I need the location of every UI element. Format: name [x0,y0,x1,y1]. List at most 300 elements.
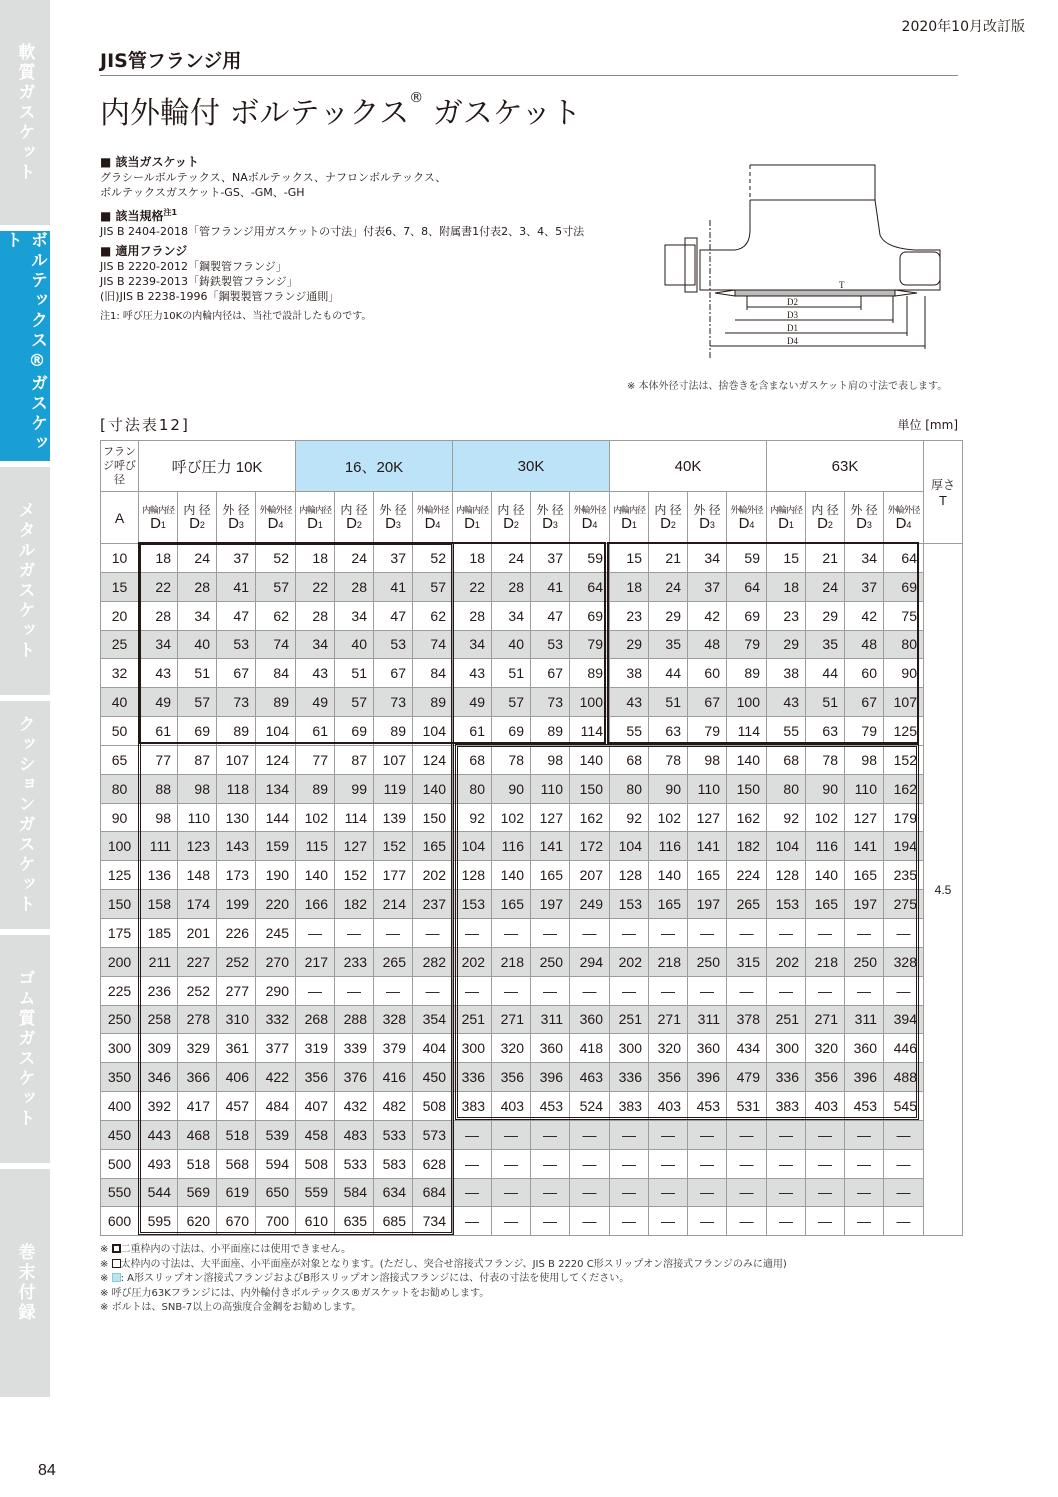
dimension-cell: 635 [335,1207,374,1236]
dimension-cell: 182 [727,832,767,861]
table-row [101,947,963,976]
dimension-cell: 98 [688,745,727,774]
column-header: 外 径 D3 [845,492,884,544]
dimension-cell: 51 [649,688,688,717]
dimension-cell: 533 [374,1120,413,1149]
dimension-cell: — [767,1178,806,1207]
table-row [101,1005,963,1034]
dimension-cell: 217 [296,947,335,976]
page-subtitle: JIS管フランジ用 [100,50,242,72]
dimension-cell: 311 [531,1005,570,1034]
dimension-cell: 493 [139,1149,178,1178]
dimension-cell: 595 [139,1207,178,1236]
dimension-cell: 250 [531,947,570,976]
dimension-cell: 140 [413,774,453,803]
dimension-cell: 75 [884,601,924,630]
dimension-cell: — [767,1149,806,1178]
dimension-cell: — [413,976,453,1005]
pressure-group-header: 16、20K [296,441,453,492]
dimension-cell: 265 [374,947,413,976]
dimension-cell: 288 [335,1005,374,1034]
dimension-cell: 311 [688,1005,727,1034]
dimension-cell: 124 [413,745,453,774]
dimension-cell: 360 [688,1034,727,1063]
dimension-cell: 57 [178,688,217,717]
dimension-cell: 61 [139,717,178,746]
note-mark: 注1 [163,208,178,217]
label-d1: D1 [787,323,798,333]
dimension-cell: 141 [531,832,570,861]
dimension-cell: 110 [688,774,727,803]
dimension-cell: 220 [256,890,296,919]
table-row [101,601,963,630]
dimension-cell: 67 [374,659,413,688]
dimension-cell: 90 [806,774,845,803]
dimension-cell: 68 [610,745,649,774]
dimension-cell: 74 [256,630,296,659]
dimension-cell: — [453,1207,492,1236]
dimension-cell: 63 [649,717,688,746]
dimension-cell: 90 [649,774,688,803]
dimension-cell: 104 [767,832,806,861]
dimension-cell: 43 [139,659,178,688]
dimension-cell: 60 [845,659,884,688]
dimension-cell: 99 [335,774,374,803]
nominal-size-cell: 450 [101,1120,139,1149]
dimension-cell: 378 [727,1005,767,1034]
dimension-cell: — [570,1178,610,1207]
dimension-cell: 282 [413,947,453,976]
dimension-cell: 89 [531,717,570,746]
dimension-cell: 90 [492,774,531,803]
dimension-cell: — [845,976,884,1005]
dimension-cell: 450 [413,1063,453,1092]
dimension-cell: 568 [217,1149,256,1178]
dimension-cell: 49 [139,688,178,717]
dimension-cell: 144 [256,803,296,832]
dimension-cell: 24 [492,544,531,573]
label-d4: D4 [787,336,798,346]
dimension-cell: — [453,1120,492,1149]
dimension-cell: 15 [610,544,649,573]
dimension-cell: 443 [139,1120,178,1149]
dimension-cell: 202 [767,947,806,976]
dimension-cell: 118 [217,774,256,803]
dimension-cell: 107 [374,745,413,774]
dimension-cell: 51 [178,659,217,688]
dimension-cell: — [610,1120,649,1149]
dimension-cell: 294 [570,947,610,976]
dimension-cell: 134 [256,774,296,803]
dimension-cell: 339 [335,1034,374,1063]
dimension-cell: 218 [649,947,688,976]
side-tab-vortex-gasket[interactable]: ボルテックス®ガスケット [0,231,50,461]
dimension-cell: 165 [531,861,570,890]
dimension-cell: 508 [413,1092,453,1121]
column-header: 内輪内径 D1 [767,492,806,544]
dimension-cell: 34 [335,601,374,630]
flange-block [100,244,620,304]
dimension-cell: 79 [688,717,727,746]
dimension-cell: 49 [296,688,335,717]
dimension-cell: 479 [727,1063,767,1092]
dimension-cell: 336 [610,1063,649,1092]
dimension-cell: 110 [845,774,884,803]
dimension-cell: 185 [139,918,178,947]
spec-section [100,155,620,324]
column-header: 内 径 D2 [806,492,845,544]
dimension-cell: 383 [767,1092,806,1121]
table-row [101,1034,963,1063]
dimension-cell: — [806,1149,845,1178]
dimension-cell: — [845,918,884,947]
dimension-cell: — [727,976,767,1005]
dimension-cell: 51 [806,688,845,717]
table-row [101,688,963,717]
dimension-cell: 394 [884,1005,924,1034]
dimension-cell: 53 [374,630,413,659]
dimension-cell: — [884,1178,924,1207]
dimension-cell: — [413,918,453,947]
dimension-cell: — [335,918,374,947]
dimension-cell: 79 [570,630,610,659]
dimension-cell: 300 [767,1034,806,1063]
footnote-2: ※ 太枠内の寸法は、大平面座、小平面座が対象となります。(ただし、突合せ溶接式フランジ、JIS B 2220 C形スリップオン溶接式フランジのみに適用) [100,1258,787,1270]
dimension-cell: 214 [374,890,413,919]
double-frame-icon [112,1244,121,1253]
title-suffix: ガスケット [423,96,582,131]
dimension-cell: 422 [256,1063,296,1092]
nominal-size-cell: 65 [101,745,139,774]
dimension-cell: 61 [296,717,335,746]
dimension-cell: 84 [256,659,296,688]
nominal-size-cell: 32 [101,659,139,688]
dimension-cell: 249 [570,890,610,919]
table-row [101,803,963,832]
dimension-cell: 104 [256,717,296,746]
dimension-table [100,440,963,1236]
dimension-cell: 165 [845,861,884,890]
dimension-cell: 179 [884,803,924,832]
dimension-cell: 34 [453,630,492,659]
side-tab-cushion-gasket[interactable]: クッションガスケット [0,701,50,929]
dimension-cell: 508 [296,1149,335,1178]
dimension-cell: 468 [178,1120,217,1149]
dimension-cell: 224 [727,861,767,890]
dimension-cell: 47 [217,601,256,630]
dimension-cell: 130 [217,803,256,832]
dimension-cell: — [767,918,806,947]
thickness-header: 厚さ T [924,441,963,544]
table-row [101,832,963,861]
dimension-cell: 98 [845,745,884,774]
dimension-cell: 182 [335,890,374,919]
dimension-cell: 165 [649,890,688,919]
dimension-cell: 18 [296,544,335,573]
dimension-cell: 98 [531,745,570,774]
dimension-cell: — [453,976,492,1005]
dimension-cell: 233 [335,947,374,976]
dimension-cell: 404 [413,1034,453,1063]
dimension-cell: 356 [492,1063,531,1092]
dimension-cell: 89 [296,774,335,803]
dimension-cell: 250 [845,947,884,976]
dimension-cell: 403 [649,1092,688,1121]
dimension-cell: 432 [335,1092,374,1121]
table-row [101,572,963,601]
nominal-size-cell: 150 [101,890,139,919]
dimension-cell: 78 [492,745,531,774]
dimension-cell: 107 [217,745,256,774]
side-tab-soft-gasket[interactable]: 軟質ガスケット [0,0,50,225]
dimension-cell: 127 [531,803,570,832]
dimension-cell: 336 [453,1063,492,1092]
dimension-cell: — [884,1149,924,1178]
dimension-cell: 268 [296,1005,335,1034]
table-caption: [寸法表12] [100,416,190,434]
dimension-cell: — [374,976,413,1005]
flange-text-2: JIS B 2239-2013「鋳鉄製管フランジ」 [100,275,298,288]
dimension-cell: 44 [806,659,845,688]
column-header: 内 径 D2 [178,492,217,544]
dimension-cell: 100 [727,688,767,717]
dimension-cell: 110 [531,774,570,803]
dimension-cell: 98 [178,774,217,803]
dimension-cell: 245 [256,918,296,947]
dimension-cell: 57 [413,572,453,601]
dimension-cell: 226 [217,918,256,947]
dimension-cell: 41 [374,572,413,601]
dimension-cell: 140 [296,861,335,890]
dimension-cell: 524 [570,1092,610,1121]
dimension-cell: 152 [335,861,374,890]
dimension-cell: 22 [139,572,178,601]
side-tab-rubber-gasket[interactable]: ゴム質ガスケット [0,935,50,1163]
dimension-cell: — [649,1178,688,1207]
dimension-cell: — [884,976,924,1005]
dimension-cell: 290 [256,976,296,1005]
dimension-cell: 403 [492,1092,531,1121]
nominal-size-cell: 600 [101,1207,139,1236]
column-header: 内 径 D2 [649,492,688,544]
dimension-cell: 114 [727,717,767,746]
standard-text: JIS B 2404-2018「管フランジ用ガスケットの寸法」付表6、7、8、附属書1付表2、3、4、5寸法 [100,225,585,238]
nominal-size-cell: 80 [101,774,139,803]
dimension-cell: 227 [178,947,217,976]
dimension-cell: 29 [767,630,806,659]
dimension-cell: — [453,918,492,947]
dimension-cell: 60 [688,659,727,688]
standard-block [100,205,620,239]
nominal-size-cell: 225 [101,976,139,1005]
dimension-cell: — [649,1207,688,1236]
dimension-cell: 89 [727,659,767,688]
dimension-cell: 34 [845,544,884,573]
column-header: 外輪外径 D4 [413,492,453,544]
dimension-cell: 116 [649,832,688,861]
dimension-cell: 383 [453,1092,492,1121]
dimension-cell: — [492,976,531,1005]
dimension-cell: 92 [610,803,649,832]
dimension-cell: — [610,1207,649,1236]
dimension-cell: — [531,918,570,947]
dimension-cell: — [492,1149,531,1178]
table-row [101,774,963,803]
dimension-cell: 453 [845,1092,884,1121]
dimension-cell: 199 [217,890,256,919]
dimension-cell: 258 [139,1005,178,1034]
dimension-cell: 62 [256,601,296,630]
column-header: 外輪外径 D4 [727,492,767,544]
dimension-cell: 309 [139,1034,178,1063]
dimension-cell: 92 [767,803,806,832]
pressure-group-header: 30K [453,441,610,492]
dimension-cell: 69 [884,572,924,601]
dimension-cell: 162 [727,803,767,832]
dimension-cell: — [492,918,531,947]
dimension-cell: — [570,1207,610,1236]
dimension-cell: 251 [453,1005,492,1034]
dimension-cell: 104 [413,717,453,746]
dimension-cell: 22 [296,572,335,601]
dimension-cell: 127 [688,803,727,832]
dimension-cell: 116 [806,832,845,861]
dimension-cell: 140 [806,861,845,890]
dimension-cell: 594 [256,1149,296,1178]
table-row [101,1178,963,1207]
dimension-cell: 434 [727,1034,767,1063]
dimension-cell: 141 [845,832,884,861]
dimension-cell: 332 [256,1005,296,1034]
dimension-cell: 202 [453,947,492,976]
dimension-cell: — [610,1178,649,1207]
dimension-cell: 165 [688,861,727,890]
dimension-cell: 545 [884,1092,924,1121]
dimension-cell: 24 [178,544,217,573]
dimension-cell: 51 [335,659,374,688]
side-tab-metal-gasket[interactable]: メタルガスケット [0,467,50,695]
dimension-cell: — [767,1120,806,1149]
dimension-cell: — [610,976,649,1005]
applicable-gasket-heading: ■ 該当ガスケット [100,155,620,170]
dimension-cell: 38 [610,659,649,688]
dimension-cell: 354 [413,1005,453,1034]
dimension-cell: 28 [492,572,531,601]
dimension-cell: 102 [492,803,531,832]
dimension-cell: 559 [296,1178,335,1207]
dimension-cell: 37 [374,544,413,573]
nominal-size-cell: 90 [101,803,139,832]
dimension-cell: 40 [492,630,531,659]
column-header: 内 径 D2 [335,492,374,544]
dimension-cell: — [492,1120,531,1149]
dimension-cell: 43 [610,688,649,717]
dimension-cell: 73 [374,688,413,717]
dimension-cell: 734 [413,1207,453,1236]
dimension-cell: 114 [335,803,374,832]
applicable-gasket-block [100,155,620,200]
dimension-cell: 252 [178,976,217,1005]
dimension-cell: 57 [492,688,531,717]
dimension-cell: 67 [688,688,727,717]
dimension-cell: 107 [884,688,924,717]
dimension-cell: 533 [335,1149,374,1178]
pressure-group-header: 40K [610,441,767,492]
corner-header: フランジ呼び径 [101,441,139,492]
dimension-cell: 165 [492,890,531,919]
dimension-cell: 79 [845,717,884,746]
dimension-cell: 278 [178,1005,217,1034]
dimension-cell: 35 [649,630,688,659]
dimension-cell: 252 [217,947,256,976]
dimension-cell: 37 [217,544,256,573]
dimension-cell: 320 [492,1034,531,1063]
dimension-cell: 396 [531,1063,570,1092]
nominal-size-cell: 550 [101,1178,139,1207]
blue-cell-icon [112,1273,121,1282]
dimension-cell: — [531,1207,570,1236]
dimension-cell: 52 [256,544,296,573]
dimension-cell: 628 [413,1149,453,1178]
dimension-cell: 569 [178,1178,217,1207]
dimension-cell: 166 [296,890,335,919]
nominal-size-cell: 300 [101,1034,139,1063]
column-header: 内輪内径 D1 [610,492,649,544]
footnotes [100,1243,787,1316]
nominal-size-cell: 500 [101,1149,139,1178]
dimension-cell: 265 [727,890,767,919]
dimension-cell: 78 [806,745,845,774]
dimension-cell: 202 [610,947,649,976]
dimension-cell: — [806,1178,845,1207]
dimension-cell: 270 [256,947,296,976]
dimension-cell: — [492,1178,531,1207]
dimension-cell: 236 [139,976,178,1005]
dimension-cell: 116 [492,832,531,861]
dimension-cell: 28 [178,572,217,601]
dimension-cell: 251 [610,1005,649,1034]
dimension-cell: 377 [256,1034,296,1063]
nominal-size-cell: 350 [101,1063,139,1092]
dimension-cell: 174 [178,890,217,919]
dimension-cell: — [688,1120,727,1149]
dimension-cell: 80 [767,774,806,803]
applicable-gasket-text-1: グラシールボルテックス、NAボルテックス、ナフロンボルテックス、 [100,171,447,184]
dimension-cell: — [727,1178,767,1207]
column-header: 内輪内径 D1 [453,492,492,544]
dimension-cell: 251 [767,1005,806,1034]
dimension-cell: 67 [531,659,570,688]
dimension-cell: — [570,1149,610,1178]
dimension-cell: 417 [178,1092,217,1121]
dimension-cell: 35 [806,630,845,659]
dimension-cell: 482 [374,1092,413,1121]
footnote-1: ※ 二重枠内の寸法は、小平面座には使用できません。 [100,1244,352,1255]
dimension-cell: 89 [413,688,453,717]
label-t: T [839,280,845,290]
side-tab-appendix[interactable]: 巻末付録 [0,1169,50,1397]
dimension-cell: — [845,1149,884,1178]
dimension-cell: 37 [845,572,884,601]
dimension-cell: 40 [178,630,217,659]
dimension-cell: 396 [845,1063,884,1092]
dimension-cell: 396 [688,1063,727,1092]
dimension-cell: 346 [139,1063,178,1092]
dimension-cell: 55 [610,717,649,746]
dimension-cell: 150 [570,774,610,803]
dimension-cell: 271 [492,1005,531,1034]
revision-label: 2020年10月改訂版 [901,19,1025,35]
